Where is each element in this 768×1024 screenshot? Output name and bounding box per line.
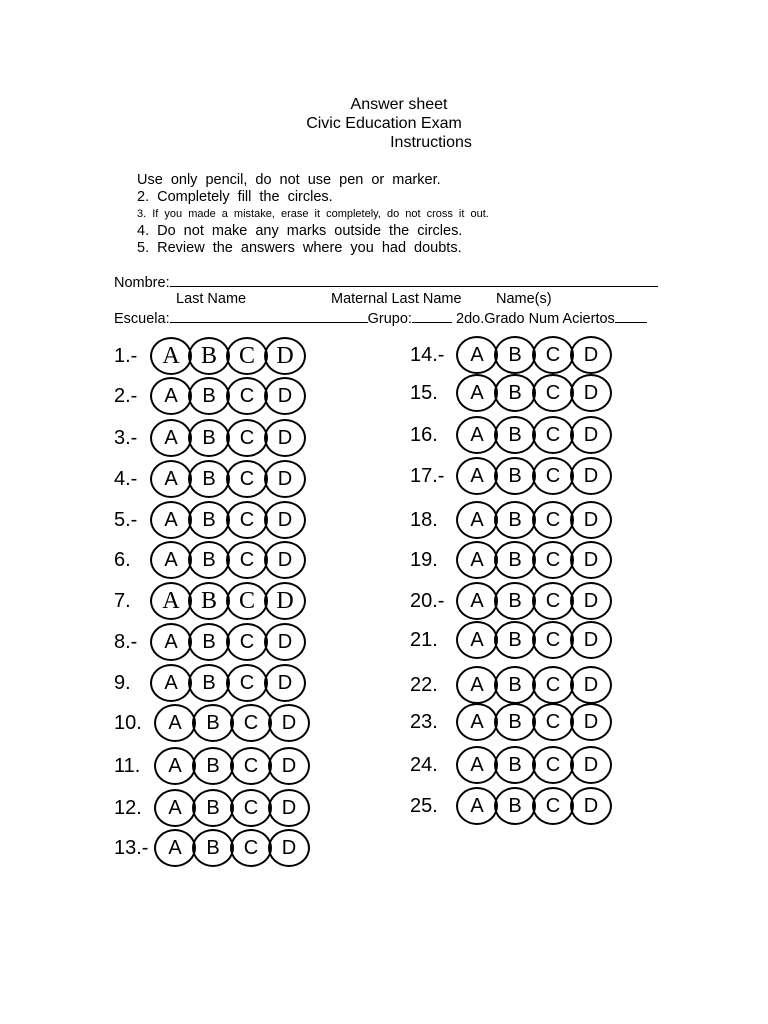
instruction-4: 4. Do not make any marks outside the circles. bbox=[137, 223, 463, 239]
answer-bubble-c[interactable]: C bbox=[532, 336, 574, 374]
answer-bubble-a[interactable]: A bbox=[456, 666, 498, 704]
answer-bubble-a[interactable]: A bbox=[150, 664, 192, 702]
question-number: 9. bbox=[114, 671, 131, 694]
answer-bubble-a[interactable]: A bbox=[150, 541, 192, 579]
instruction-2: 2. Completely fill the circles. bbox=[137, 189, 333, 205]
answer-bubble-a[interactable]: A bbox=[456, 621, 498, 659]
answer-bubble-d[interactable]: D bbox=[268, 829, 310, 867]
answer-options bbox=[456, 582, 612, 620]
question-row bbox=[114, 663, 306, 703]
answer-bubble-b[interactable]: B bbox=[494, 746, 536, 784]
answer-bubble-a[interactable]: A bbox=[154, 747, 196, 785]
answer-bubble-d[interactable]: D bbox=[570, 336, 612, 374]
question-number: 18. bbox=[410, 508, 438, 531]
question-number: 11. bbox=[114, 754, 141, 777]
question-row bbox=[410, 745, 612, 785]
answer-bubble-c[interactable]: C bbox=[226, 377, 268, 415]
answer-bubble-c[interactable]: C bbox=[230, 789, 272, 827]
answer-options bbox=[150, 501, 306, 539]
answer-bubble-a[interactable]: A bbox=[150, 377, 192, 415]
answer-options bbox=[456, 666, 612, 704]
answer-bubble-c[interactable]: C bbox=[532, 457, 574, 495]
question-row bbox=[410, 335, 612, 375]
sheet-header bbox=[0, 95, 768, 152]
answer-bubble-d[interactable]: D bbox=[264, 664, 306, 702]
answer-options bbox=[456, 703, 612, 741]
grupo-label: Grupo: bbox=[367, 311, 412, 327]
answer-bubble-c[interactable]: C bbox=[532, 374, 574, 412]
answer-options bbox=[456, 457, 612, 495]
instruction-1: Use only pencil, do not use pen or marker. bbox=[137, 172, 441, 188]
answer-bubble-d[interactable]: D bbox=[570, 416, 612, 454]
question-row bbox=[114, 828, 310, 868]
last-name-label: Last Name bbox=[176, 291, 247, 307]
answer-bubble-b[interactable]: B bbox=[192, 704, 234, 742]
header-title: Answer sheet bbox=[350, 96, 448, 113]
answer-bubble-c[interactable]: C bbox=[532, 501, 574, 539]
answer-bubble-a[interactable]: A bbox=[456, 416, 498, 454]
question-number: 17.- bbox=[410, 464, 445, 487]
answer-bubble-b[interactable]: B bbox=[494, 336, 536, 374]
answer-bubble-b[interactable]: B bbox=[188, 582, 230, 620]
answer-bubble-c[interactable]: C bbox=[532, 787, 574, 825]
answer-bubble-b[interactable]: B bbox=[188, 501, 230, 539]
answer-bubble-a[interactable]: A bbox=[150, 501, 192, 539]
answer-options bbox=[150, 337, 306, 375]
question-row bbox=[114, 500, 306, 540]
question-number: 23. bbox=[410, 710, 438, 733]
question-row bbox=[410, 702, 612, 742]
answer-bubble-a[interactable]: A bbox=[154, 704, 196, 742]
answer-bubble-d[interactable]: D bbox=[570, 582, 612, 620]
answer-options bbox=[456, 621, 612, 659]
answer-bubble-c[interactable]: C bbox=[226, 623, 268, 661]
answer-bubble-d[interactable]: D bbox=[264, 377, 306, 415]
nombre-field[interactable] bbox=[170, 272, 658, 287]
answer-bubble-b[interactable]: B bbox=[494, 416, 536, 454]
answer-bubble-a[interactable]: A bbox=[150, 623, 192, 661]
question-row bbox=[410, 456, 612, 496]
question-number: 21. bbox=[410, 628, 438, 651]
answer-bubble-b[interactable]: B bbox=[192, 747, 234, 785]
answer-bubble-a[interactable]: A bbox=[456, 746, 498, 784]
answer-bubble-b[interactable]: B bbox=[494, 541, 536, 579]
question-row bbox=[114, 336, 306, 376]
question-row bbox=[410, 786, 612, 826]
answer-bubble-c[interactable]: C bbox=[226, 337, 268, 375]
answer-bubble-a[interactable]: A bbox=[456, 703, 498, 741]
question-number: 25. bbox=[410, 794, 438, 817]
answer-bubble-d[interactable]: D bbox=[570, 787, 612, 825]
answer-bubble-b[interactable]: B bbox=[494, 457, 536, 495]
answer-bubble-a[interactable]: A bbox=[150, 337, 192, 375]
answer-bubble-a[interactable]: A bbox=[150, 419, 192, 457]
question-row bbox=[410, 620, 612, 660]
question-number: 22. bbox=[410, 673, 438, 696]
answer-bubble-c[interactable]: C bbox=[532, 621, 574, 659]
answer-bubble-b[interactable]: B bbox=[494, 787, 536, 825]
answer-bubble-c[interactable]: C bbox=[230, 747, 272, 785]
answer-bubble-a[interactable]: A bbox=[150, 582, 192, 620]
question-number: 24. bbox=[410, 753, 438, 776]
answer-bubble-b[interactable]: B bbox=[494, 582, 536, 620]
answer-options bbox=[150, 419, 306, 457]
header-exam-name: Civic Education Exam bbox=[306, 115, 462, 132]
answer-bubble-d[interactable]: D bbox=[264, 460, 306, 498]
question-number: 4.- bbox=[114, 467, 138, 490]
answer-bubble-c[interactable]: C bbox=[532, 541, 574, 579]
question-number: 8.- bbox=[114, 630, 138, 653]
nombre-label: Nombre: bbox=[114, 275, 170, 291]
answer-bubble-b[interactable]: B bbox=[494, 501, 536, 539]
question-number: 6. bbox=[114, 548, 131, 571]
instruction-3: 3. If you made a mistake, erase it completely, do not cross it out. bbox=[137, 208, 489, 220]
answer-options bbox=[150, 377, 306, 415]
question-row bbox=[114, 746, 310, 786]
question-row bbox=[410, 415, 612, 455]
answer-options bbox=[456, 746, 612, 784]
question-row bbox=[114, 418, 306, 458]
answer-bubble-b[interactable]: B bbox=[188, 460, 230, 498]
answer-bubble-d[interactable]: D bbox=[570, 621, 612, 659]
answer-bubble-a[interactable]: A bbox=[456, 374, 498, 412]
question-number: 7. bbox=[114, 589, 131, 612]
answer-options bbox=[150, 582, 306, 620]
question-number: 16. bbox=[410, 423, 438, 446]
question-row bbox=[410, 540, 612, 580]
grupo-field[interactable] bbox=[412, 308, 452, 323]
answer-bubble-c[interactable]: C bbox=[230, 704, 272, 742]
answer-bubble-d[interactable]: D bbox=[570, 746, 612, 784]
answer-bubble-c[interactable]: C bbox=[226, 419, 268, 457]
answer-bubble-d[interactable]: D bbox=[268, 747, 310, 785]
question-number: 19. bbox=[410, 548, 438, 571]
answer-options bbox=[154, 789, 310, 827]
answer-options bbox=[154, 747, 310, 785]
answer-bubble-a[interactable]: A bbox=[150, 460, 192, 498]
answer-options bbox=[150, 664, 306, 702]
answer-bubble-a[interactable]: A bbox=[456, 457, 498, 495]
answer-bubble-a[interactable]: A bbox=[456, 582, 498, 620]
answer-bubble-b[interactable]: B bbox=[192, 789, 234, 827]
answer-bubble-c[interactable]: C bbox=[226, 582, 268, 620]
answer-bubble-a[interactable]: A bbox=[456, 501, 498, 539]
aciertos-label: Num Aciertos bbox=[528, 311, 615, 327]
answer-options bbox=[154, 829, 310, 867]
answer-bubble-b[interactable]: B bbox=[494, 374, 536, 412]
answer-options bbox=[150, 460, 306, 498]
answer-bubble-b[interactable]: B bbox=[188, 623, 230, 661]
instructions-list bbox=[137, 172, 489, 257]
question-number: 13.- bbox=[114, 836, 149, 859]
names-label: Name(s) bbox=[496, 291, 552, 307]
answer-bubble-c[interactable]: C bbox=[226, 460, 268, 498]
question-row bbox=[114, 622, 306, 662]
answer-bubble-b[interactable]: B bbox=[188, 377, 230, 415]
answer-options bbox=[456, 374, 612, 412]
answer-bubble-d[interactable]: D bbox=[570, 541, 612, 579]
question-number: 12. bbox=[114, 796, 142, 819]
answer-bubble-d[interactable]: D bbox=[264, 337, 306, 375]
answer-bubble-b[interactable]: B bbox=[188, 664, 230, 702]
answer-bubble-d[interactable]: D bbox=[570, 666, 612, 704]
question-row bbox=[114, 581, 306, 621]
answer-options bbox=[456, 416, 612, 454]
answer-bubble-d[interactable]: D bbox=[570, 457, 612, 495]
answer-bubble-b[interactable]: B bbox=[188, 541, 230, 579]
answer-bubble-d[interactable]: D bbox=[570, 703, 612, 741]
question-row bbox=[114, 788, 310, 828]
escuela-field[interactable] bbox=[170, 308, 368, 323]
question-number: 15. bbox=[410, 381, 438, 404]
answer-bubble-a[interactable]: A bbox=[456, 787, 498, 825]
answer-bubble-c[interactable]: C bbox=[532, 703, 574, 741]
aciertos-field[interactable] bbox=[615, 308, 647, 323]
question-row bbox=[114, 376, 306, 416]
answer-bubble-b[interactable]: B bbox=[188, 337, 230, 375]
answer-bubble-d[interactable]: D bbox=[570, 374, 612, 412]
question-row bbox=[410, 373, 612, 413]
answer-options bbox=[150, 623, 306, 661]
question-row bbox=[114, 459, 306, 499]
student-info-form bbox=[114, 272, 660, 326]
question-row bbox=[410, 500, 612, 540]
answer-options bbox=[150, 541, 306, 579]
question-row bbox=[410, 665, 612, 705]
answer-bubble-d[interactable]: D bbox=[264, 582, 306, 620]
answer-bubble-b[interactable]: B bbox=[494, 621, 536, 659]
header-instructions: Instructions bbox=[390, 134, 472, 151]
answer-options bbox=[456, 501, 612, 539]
answer-bubble-c[interactable]: C bbox=[532, 416, 574, 454]
answer-bubble-d[interactable]: D bbox=[268, 704, 310, 742]
answer-options bbox=[456, 541, 612, 579]
question-row bbox=[410, 581, 612, 621]
question-row bbox=[114, 540, 306, 580]
answer-bubble-b[interactable]: B bbox=[494, 703, 536, 741]
question-number: 2.- bbox=[114, 384, 138, 407]
answer-bubble-c[interactable]: C bbox=[532, 582, 574, 620]
answer-options bbox=[154, 704, 310, 742]
answer-bubble-c[interactable]: C bbox=[226, 501, 268, 539]
answer-bubble-b[interactable]: B bbox=[188, 419, 230, 457]
answer-options bbox=[456, 787, 612, 825]
answer-bubble-a[interactable]: A bbox=[154, 829, 196, 867]
escuela-label: Escuela: bbox=[114, 311, 170, 327]
answer-bubble-d[interactable]: D bbox=[264, 623, 306, 661]
answer-bubble-c[interactable]: C bbox=[226, 541, 268, 579]
answer-bubble-d[interactable]: D bbox=[570, 501, 612, 539]
answer-bubble-d[interactable]: D bbox=[268, 789, 310, 827]
answer-bubble-c[interactable]: C bbox=[532, 666, 574, 704]
answer-bubble-a[interactable]: A bbox=[456, 541, 498, 579]
answer-options bbox=[456, 336, 612, 374]
answer-bubble-d[interactable]: D bbox=[264, 419, 306, 457]
question-row bbox=[114, 703, 310, 743]
answer-bubble-b[interactable]: B bbox=[192, 829, 234, 867]
answer-bubble-d[interactable]: D bbox=[264, 501, 306, 539]
question-number: 14.- bbox=[410, 343, 445, 366]
answer-bubble-a[interactable]: A bbox=[154, 789, 196, 827]
answer-bubble-d[interactable]: D bbox=[264, 541, 306, 579]
grado-label: 2do.Grado bbox=[456, 311, 525, 327]
answer-bubble-b[interactable]: B bbox=[494, 666, 536, 704]
instruction-5: 5. Review the answers where you had doubts. bbox=[137, 240, 462, 256]
question-number: 3.- bbox=[114, 426, 138, 449]
answer-bubble-c[interactable]: C bbox=[532, 746, 574, 784]
answer-bubble-a[interactable]: A bbox=[456, 336, 498, 374]
question-number: 20.- bbox=[410, 589, 445, 612]
maternal-last-name-label: Maternal Last Name bbox=[331, 291, 462, 307]
question-number: 5.- bbox=[114, 508, 138, 531]
question-number: 10. bbox=[114, 711, 142, 734]
answer-bubble-c[interactable]: C bbox=[230, 829, 272, 867]
answer-bubble-c[interactable]: C bbox=[226, 664, 268, 702]
question-number: 1.- bbox=[114, 344, 138, 367]
